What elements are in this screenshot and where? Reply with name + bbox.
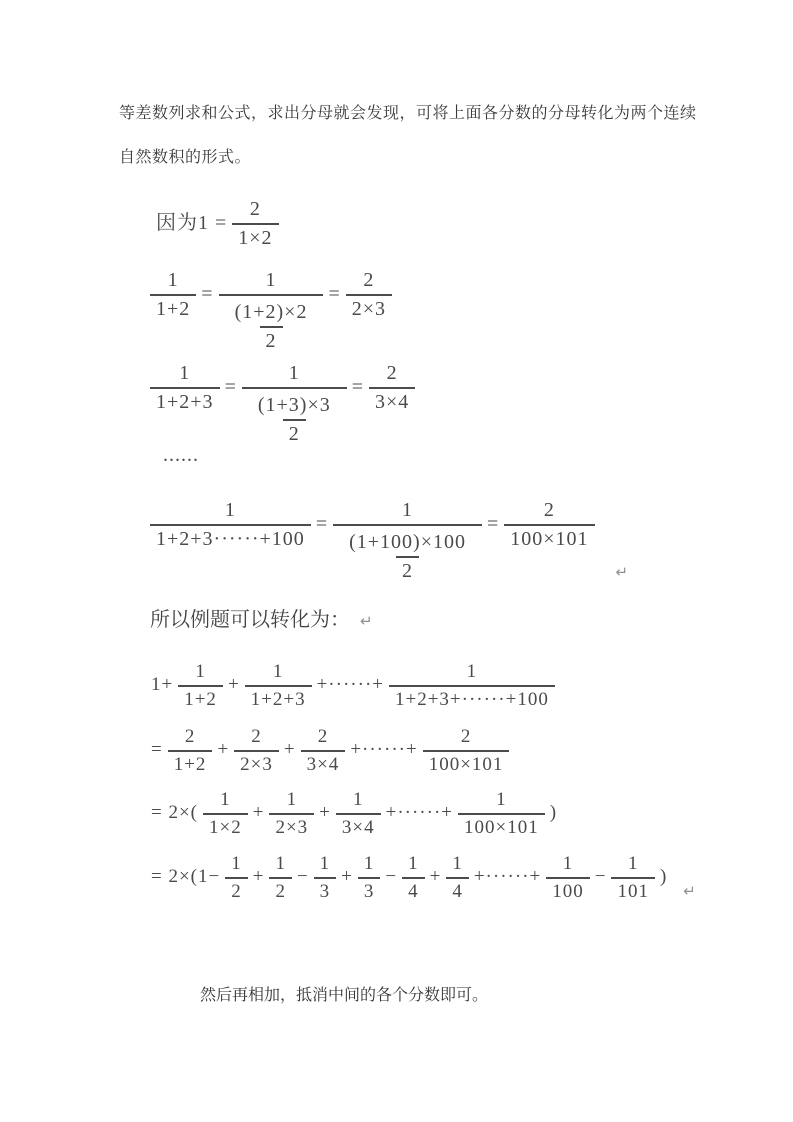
fraction-denominator: 3×4	[369, 387, 415, 416]
fraction-denominator: 100	[546, 877, 590, 905]
fraction	[504, 497, 594, 553]
fraction-numerator: 1	[627, 853, 639, 874]
fraction-numerator: 1	[195, 661, 206, 682]
fraction	[269, 787, 314, 840]
fraction-denominator: 2×3	[269, 813, 314, 841]
math-text: +······+	[473, 865, 542, 887]
intro-paragraph-line1: 等差数列求和公式，求出分母就会发现，可将上面各分数的分母转化为两个连续	[119, 105, 697, 122]
math-text: +	[283, 738, 296, 760]
equation-two-over-products	[151, 724, 514, 777]
fraction-numerator: 1	[286, 789, 298, 810]
fraction-numerator: 1	[353, 789, 364, 810]
fraction-denominator: 100×101	[458, 813, 545, 841]
math-text: = 2×(	[151, 801, 199, 823]
fraction-denominator: 1+2	[150, 294, 196, 323]
fraction	[178, 659, 223, 712]
fraction	[389, 659, 555, 712]
fraction-denominator: 4	[446, 877, 469, 905]
equation-telescoping	[151, 851, 696, 904]
fraction-numerator: 1	[402, 499, 414, 521]
fraction	[150, 267, 196, 323]
fraction-denominator: 2	[260, 326, 283, 355]
fraction-numerator: 1	[562, 853, 574, 874]
fraction-numerator: 1	[408, 853, 419, 874]
fraction-numerator: 1	[265, 269, 277, 291]
fraction-numerator: 1	[363, 853, 375, 874]
fraction-numerator: 2	[386, 362, 398, 384]
math-text: +	[252, 801, 265, 823]
fraction-denominator: 101	[611, 877, 655, 905]
fraction-numerator: 2	[184, 726, 196, 747]
fraction	[234, 724, 279, 777]
math-text: 1+	[151, 673, 174, 695]
fraction-denominator: 2×3	[234, 750, 279, 778]
fraction-numerator: 1	[272, 661, 284, 682]
fraction-denominator: 2	[269, 877, 292, 905]
math-text: −	[594, 865, 607, 887]
fraction-denominator: 1+2	[178, 685, 223, 713]
math-text: +	[227, 673, 240, 695]
fraction	[150, 360, 220, 416]
fraction-numerator: 1	[288, 362, 300, 384]
fraction	[446, 851, 469, 904]
fraction-denominator: 3	[314, 877, 337, 905]
math-text: −	[296, 865, 309, 887]
fraction-numerator: 1	[224, 499, 236, 521]
math-text: +	[319, 801, 331, 823]
fraction	[252, 392, 337, 448]
fraction-denominator: 2	[225, 877, 248, 905]
math-text: =	[201, 282, 214, 305]
math-text: +	[252, 865, 265, 887]
fraction	[346, 267, 392, 323]
return-mark-icon: ↵	[683, 882, 696, 901]
math-text: 因为1 =	[156, 211, 228, 234]
fraction-denominator: 100×101	[423, 750, 510, 778]
fraction-denominator	[219, 294, 324, 355]
fraction	[546, 851, 590, 904]
fraction-denominator: 2	[283, 419, 306, 448]
fraction	[611, 851, 655, 904]
fraction-denominator: 100×101	[504, 524, 594, 553]
math-text: )	[549, 801, 558, 823]
fraction-numerator: 2	[251, 726, 262, 747]
fraction-denominator	[242, 387, 347, 448]
fraction-numerator: 1	[319, 853, 331, 874]
fraction	[232, 196, 278, 252]
fraction	[245, 659, 312, 712]
section-heading-text: 所以例题可以转化为：	[150, 609, 350, 631]
fraction	[168, 724, 213, 777]
fraction	[343, 529, 472, 585]
fraction	[336, 787, 381, 840]
fraction-denominator: 4	[402, 877, 425, 905]
fraction-numerator: 2	[249, 198, 261, 220]
formula-sum-1-2	[145, 267, 397, 355]
fraction	[423, 724, 510, 777]
fraction	[150, 497, 311, 553]
math-text: =	[328, 282, 341, 305]
fraction-numerator: 1	[496, 789, 507, 810]
math-text: =	[351, 375, 365, 398]
fraction-denominator: 1×2	[203, 813, 248, 841]
fraction	[269, 851, 292, 904]
fraction-numerator: 2	[363, 269, 375, 291]
fraction-denominator: 1+2+3	[150, 387, 220, 416]
math-text: ......	[163, 443, 199, 466]
section-heading	[150, 606, 373, 635]
fraction-denominator	[333, 524, 482, 585]
fraction-denominator: 1+2+3+······+100	[389, 685, 555, 713]
fraction-numerator: 1	[275, 853, 286, 874]
equation-factor-out-2	[151, 787, 557, 840]
return-mark-icon: ↵	[615, 563, 629, 581]
fraction-denominator: 1+2+3	[245, 685, 312, 713]
formula-sum-to-100	[145, 497, 628, 585]
formula-because-1-equals	[156, 196, 284, 252]
fraction-denominator: 1+2	[168, 750, 213, 778]
fraction	[203, 787, 248, 840]
fraction	[314, 851, 337, 904]
complex-fraction	[219, 267, 324, 355]
complex-fraction	[242, 360, 347, 448]
math-text: =	[486, 512, 500, 535]
math-text: +······+	[385, 801, 454, 823]
math-text: )	[659, 865, 668, 887]
fraction-numerator: 1	[466, 661, 478, 682]
math-text: +······+	[316, 673, 384, 695]
intro-paragraph-line2: 自然数积的形式。	[119, 149, 252, 166]
fraction	[225, 851, 248, 904]
formula-ellipsis	[163, 428, 199, 469]
return-mark-icon: ↵	[360, 612, 373, 630]
fraction	[402, 851, 425, 904]
fraction-denominator: 3×4	[301, 750, 346, 778]
fraction-numerator: (1+100)×100	[349, 531, 466, 553]
fraction-denominator: 2×3	[346, 294, 392, 323]
fraction	[369, 360, 415, 416]
fraction-numerator: 1	[167, 269, 179, 291]
fraction-numerator: 2	[460, 726, 472, 747]
fraction	[458, 787, 545, 840]
fraction-denominator: 3	[358, 877, 381, 905]
math-text: =	[224, 375, 237, 398]
fraction-numerator: 1	[452, 853, 463, 874]
fraction-denominator: 1×2	[232, 223, 278, 252]
fraction-numerator: 1	[231, 853, 242, 874]
fraction-numerator: 1	[179, 362, 191, 384]
math-text: =	[151, 738, 163, 760]
math-text: =	[315, 512, 329, 535]
fraction-denominator: 1+2+3······+100	[150, 524, 311, 553]
complex-fraction	[333, 497, 482, 585]
math-text: = 2×(1−	[151, 865, 221, 887]
fraction-denominator: 3×4	[336, 813, 381, 841]
fraction	[301, 724, 346, 777]
fraction-denominator: 2	[396, 556, 419, 585]
fraction-numerator: 1	[220, 789, 231, 810]
fraction-numerator: 2	[543, 499, 555, 521]
math-text: +	[217, 738, 230, 760]
fraction	[358, 851, 381, 904]
fraction-numerator: 2	[317, 726, 329, 747]
math-text: −	[385, 865, 398, 887]
math-text: +······+	[350, 738, 418, 760]
closing-note: 然后再相加，抵消中间的各个分数即可。	[200, 987, 489, 1004]
fraction-numerator: (1+3)×3	[257, 394, 331, 416]
equation-expanded-sum	[151, 659, 560, 712]
fraction-numerator: (1+2)×2	[234, 301, 308, 323]
math-text: +	[429, 865, 442, 887]
fraction	[229, 299, 314, 355]
math-text: +	[341, 865, 353, 887]
